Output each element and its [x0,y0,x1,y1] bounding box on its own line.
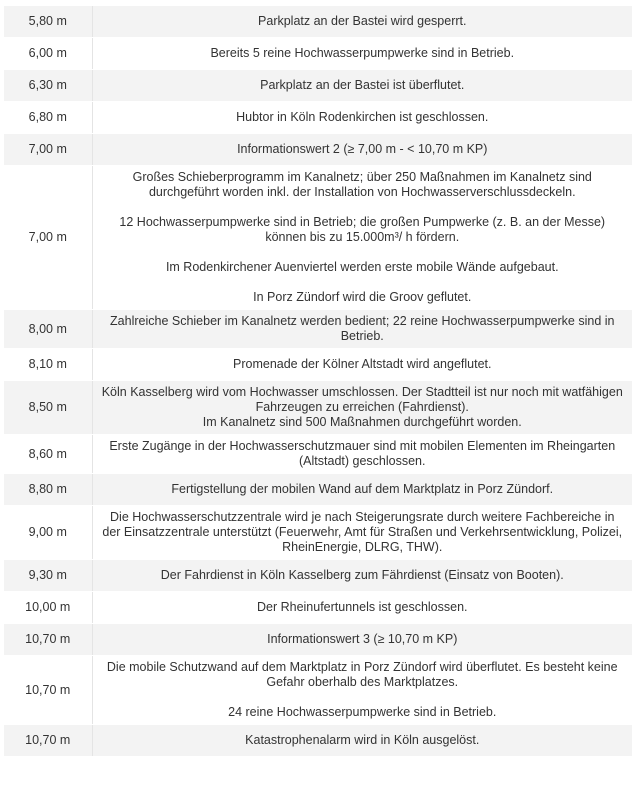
measure-text: Erste Zugänge in der Hochwasserschutzmauer sind mit mobilen Elementen im Rheingarten (Altstadt) geschlossen. [109,439,616,468]
water-level-cell: 7,00 m [4,134,92,166]
table-row [4,310,632,349]
measure-text: Fertigstellung der mobilen Wand auf dem Marktplatz in Porz Zündorf. [171,482,554,496]
measure-cell [92,560,632,592]
flood-level-table-body [4,6,632,757]
measure-cell [92,310,632,349]
table-row [4,474,632,506]
water-level-cell: 10,00 m [4,592,92,624]
measure-cell [92,38,632,70]
measure-cell [92,725,632,757]
table-row [4,560,632,592]
measure-cell [92,474,632,506]
water-level-cell: 6,30 m [4,70,92,102]
flood-level-table [4,6,632,757]
measure-text: Im Kanalnetz sind 500 Maßnahmen durchgeführt worden. [202,415,522,429]
table-row [4,725,632,757]
measure-text: Die Hochwasserschutzzentrale wird je nach Steigerungsrate durch weitere Fachbereiche in der Einsatzzentrale unterstützt (Feuerwehr, Amt für Straßen und Verkehrsentwicklung, Polizei, RheinEnergie, DLRG, THW). [102,510,623,554]
measure-cell [92,102,632,134]
measure-cell [92,381,632,435]
measure-text: Zahlreiche Schieber im Kanalnetz werden bedient; 22 reine Hochwasserpumpwerke sind in Betrieb. [110,314,615,343]
measure-text: In Porz Zündorf wird die Groov geflutet. [253,290,472,304]
measure-cell [92,166,632,310]
measure-text: Der Rheinufertunnels ist geschlossen. [256,600,468,614]
water-level-cell: 8,00 m [4,310,92,349]
table-row [4,134,632,166]
measure-cell [92,70,632,102]
measure-text: Parkplatz an der Bastei wird gesperrt. [258,14,467,28]
measure-text: Parkplatz an der Bastei ist überflutet. [260,78,465,92]
table-row [4,592,632,624]
measure-text: Im Rodenkirchener Auenviertel werden erste mobile Wände aufgebaut. [165,260,559,274]
table-row [4,624,632,656]
water-level-cell: 5,80 m [4,6,92,38]
water-level-cell: 9,00 m [4,506,92,560]
measure-cell [92,656,632,725]
water-level-cell: 9,30 m [4,560,92,592]
water-level-cell: 8,60 m [4,435,92,474]
table-row [4,166,632,310]
measure-text: Informationswert 3 (≥ 10,70 m KP) [267,632,458,646]
table-row [4,6,632,38]
measure-text: Der Fahrdienst in Köln Kasselberg zum Fährdienst (Einsatz von Booten). [160,568,564,582]
table-row [4,435,632,474]
measure-cell [92,435,632,474]
table-row [4,349,632,381]
water-level-cell: 10,70 m [4,624,92,656]
measure-text: 12 Hochwasserpumpwerke sind in Betrieb; die großen Pumpwerke (z. B. an der Messe) können bis zu 15.000m³/ h fördern. [119,215,606,244]
table-row [4,38,632,70]
measure-text: Hubtor in Köln Rodenkirchen ist geschlossen. [236,110,489,124]
measure-text: Informationswert 2 (≥ 7,00 m - < 10,70 m KP) [237,142,488,156]
measure-text: Bereits 5 reine Hochwasserpumpwerke sind in Betrieb. [210,46,515,60]
water-level-cell: 6,00 m [4,38,92,70]
measure-cell [92,624,632,656]
table-row [4,506,632,560]
measure-text: Großes Schieberprogramm im Kanalnetz; über 250 Maßnahmen im Kanalnetz sind durchgeführt worden inkl. der Installation von Hochwasserverschlussdeckeln. [132,170,592,199]
measure-cell [92,6,632,38]
table-row [4,656,632,725]
measure-cell [92,506,632,560]
table-row [4,102,632,134]
water-level-cell: 7,00 m [4,166,92,310]
measure-text: Promenade der Kölner Altstadt wird angeflutet. [233,357,492,371]
water-level-cell: 8,50 m [4,381,92,435]
table-row [4,381,632,435]
water-level-cell: 10,70 m [4,725,92,757]
measure-cell [92,349,632,381]
measure-text: Die mobile Schutzwand auf dem Marktplatz in Porz Zündorf wird überflutet. Es besteht keine Gefahr oberhalb des Marktplatzes. [106,660,618,689]
water-level-cell: 8,10 m [4,349,92,381]
measure-cell [92,134,632,166]
table-row [4,70,632,102]
measure-text: Katastrophenalarm wird in Köln ausgelöst. [245,733,480,747]
measure-cell [92,592,632,624]
water-level-cell: 6,80 m [4,102,92,134]
water-level-cell: 10,70 m [4,656,92,725]
water-level-cell: 8,80 m [4,474,92,506]
measure-text: Köln Kasselberg wird vom Hochwasser umschlossen. Der Stadtteil ist nur noch mit watfähigen Fahrzeugen zu erreichen (Fahrdienst). [101,385,623,414]
measure-text: 24 reine Hochwasserpumpwerke sind in Betrieb. [228,705,497,719]
